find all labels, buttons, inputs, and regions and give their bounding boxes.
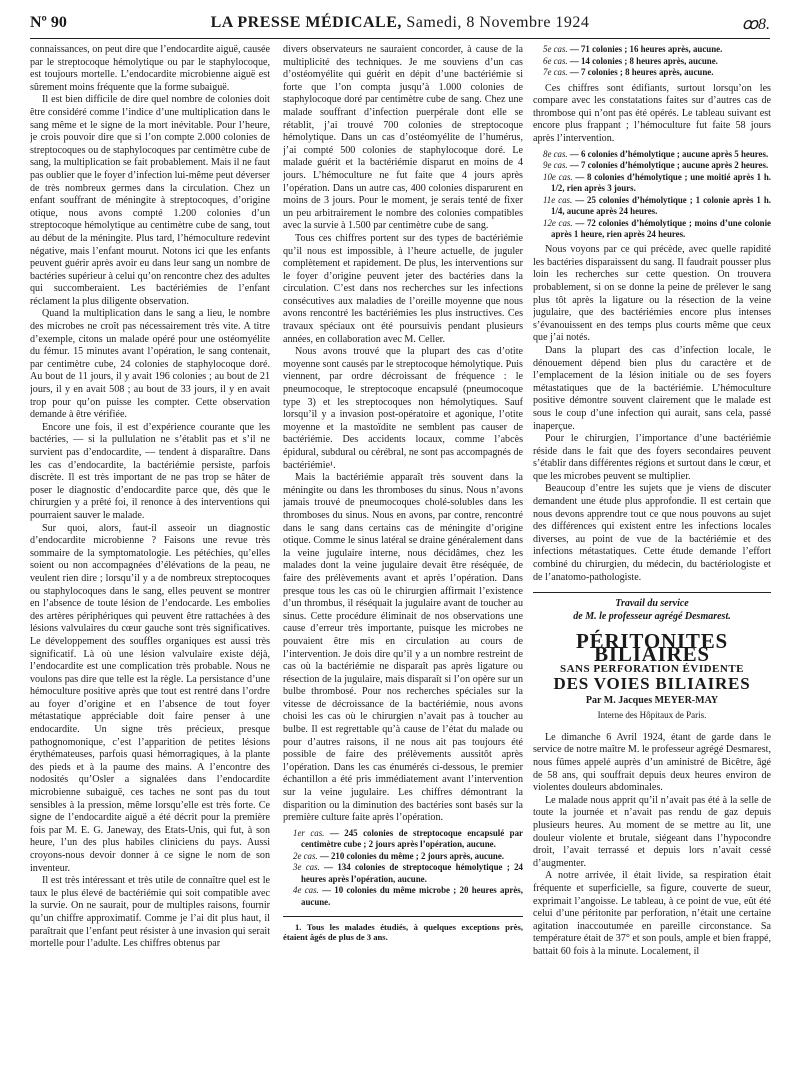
case-text: — 134 colonies de streptocoque hémolytique ; 24 heures après l’opération, aucune. xyxy=(301,862,523,884)
article-author: Par M. Jacques MEYER-MAY xyxy=(585,694,719,706)
case-text: — 6 colonies d’hémolytique ; aucune après 5 heures. xyxy=(567,148,769,159)
case-text: — 8 colonies d’hémolytique ; une moitié après 1 h. 1/2, rien après 3 jours. xyxy=(551,171,771,194)
case-text: — 7 colonies d’hémolytique ; aucune après 2 heures. xyxy=(567,160,769,171)
case-item xyxy=(543,172,771,194)
case-label: 11e cas. xyxy=(543,194,573,205)
case-list xyxy=(533,149,771,241)
case-text: — 245 colonies de streptocoque encapsulé par centimètre cube ; 2 jours après l’opération, aucune. xyxy=(301,827,523,850)
issue-date: Samedi, 8 Novembre 1924 xyxy=(401,14,590,31)
case-text: — 71 colonies ; 16 heures après, aucune. xyxy=(567,44,723,54)
paragraph: Sur quoi, alors, faut-il asseoir un diagnostic d’endocardite microbienne ? Faisons une revue très sommaire de la symptomatologie. Les pétéchies, qu’elles soient ou non accompagnées d’élévations de la peau, ne veulent rien dire ; lorsqu’il y a de nombreux streptocoques ou staphylocoques dans le sang, elles peuvent se montrer en l’absence de toute lésion de l’endocarde. Les embolies des artères périphériques qui peuvent être rattachées à des lésions valvulaires du cœur gauche sont très significatives. Le développement des souffles organiques est aussi très significatif. Là où une lésion valvulaire existe déjà, l’endocardite est une complication très probable. Nous ne voulons pas dire que telle est la règle. La persistance d’une hémoculture positive après que tout est rentré dans l’ordre au foyer d’origine et en l’absence de tout foyer métastatique appréciable doit faire penser à une endocardite. Un signe très précieux, presque pathognomonique, c’est l’apparition de petites lésions érythémateuses, parfois quasi hémorragiques, à la plante des pieds et à la paume des mains. A l’encontre des nodosités qu’Osler a signalées dans l’endocardite microbienne subaiguë, ces taches ne sont pas du tout sensibles à la pression, même lorsqu’elle est très forte. Ce signe de l’endocardite aiguë a été décrit pour la première fois par M. E. G. Janeway, des Etats-Unis, qui fut, à son heure, l’un des plus habiles cliniciens du pays. Aussi croyons-nous devoir donner à ce signe le nom de son inventeur. xyxy=(30,522,270,874)
paragraph: Il est très intéressant et très utile de connaître quel est le taux le plus élevé de bactériémie qui soit compatible avec la survie. On ne saurait, pour de multiples raisons, fournir qu’un chiffre approximatif. Comme je l’ai dit plus haut, il paraîtrait que l’enfant peut résister à une invasion qui serait mortelle pour l’adulte. Les chiffres obtenus par xyxy=(30,875,270,950)
paragraph: Le dimanche 6 Avril 1924, étant de garde dans le service de notre maître M. le professeur agrégé Desmarest, nous fûmes appelé auprès d’un aministré de Bicêtre, âgé de 58 ans, qui souffrait depuis deux heures environ de violentes douleurs abdominales. xyxy=(533,731,771,794)
case-label: 12e cas. xyxy=(543,217,573,228)
case-item xyxy=(293,862,523,884)
article-subtitle: SANS PERFORATION ÉVIDENTE xyxy=(559,663,745,676)
case-item xyxy=(293,885,523,907)
case-text: — 210 colonies du même ; 2 jours après, aucune. xyxy=(317,850,505,861)
footnote: 1. Tous les malades étudiés, à quelques exceptions près, étaient âgés de plus de 3 ans. xyxy=(283,921,523,943)
case-item xyxy=(543,149,771,160)
paragraph: Le malade nous apprit qu’il n’avait pas été à la selle de toute la journée et n’avait pas rendu de gaz depuis plusieurs heures. Au moment de se mettre au lit, une douleur violente et brutale, siégeant dans l’hypocondre droit, l’avait terrassé et depuis lors n’avait cessé d’augmenter. xyxy=(533,794,771,869)
column-1 xyxy=(30,44,270,1074)
column-3 xyxy=(533,44,771,1074)
case-item xyxy=(293,828,523,850)
case-label: 7e cas. xyxy=(543,67,568,78)
case-text: — 7 colonies ; 8 heures après, aucune. xyxy=(567,67,714,78)
case-label: 3e cas. xyxy=(293,862,320,873)
case-list xyxy=(533,44,771,79)
header-rule xyxy=(30,38,770,39)
service-line: de M. le professeur agrégé Desmarest. xyxy=(573,610,731,622)
case-label: 1er cas. xyxy=(293,827,325,838)
case-text: — 10 colonies du même microbe ; 20 heures après, aucune. xyxy=(301,885,523,907)
paragraph: Pour le chirurgien, l’importance d’une bactériémie réside dans le fait que des foyers secondaires peuvent s’établir dans différentes régions et surtout dans le cœur, et que les microbes peuvent se multiplier. xyxy=(533,433,771,482)
paragraph: Mais la bactériémie apparaît très souvent dans la méningite ou dans les thromboses du sinus. Nous n’avons jamais trouvé de pneumocoques cholé-solubles dans les thromboses du sinus. Nous en avons, par contre, rencontré dans le sang dans certains cas de méningite d’origine otique. Comme le sinus latéral se draine généralement dans la veine jugulaire interne, nous décidâmes, chez les malades dont la veine jugulaire devait être réséquée, de faire des prélèvements avant et après l’opération. Dans presque tous les cas où le chirurgien affirmait l’existence d’un thrombus, il réséquait la jugulaire avant de toucher au sinus. Cette procédure éliminait de nos observations une cause d’erreur très importante, puisque les microbes ne pouvaient être mis en circulation au cours de l’intervention. Je dois dire qu’il y a un nombre restreint de cas où la bactériémie ne disparaît pas après ligature ou résection de la jugulaire, mais disparaît si l’on opère sur un bulbe thrombosé. Pour nos recherches spéciales sur la vitesse de décroissance de la bactériémie, nous avons choisi les cas où le chirurgien n’avait pas à toucher au bulbe. Il est regrettable qu’à cause de l’état du malade ou pour d’autres raisons, il ne nous ait pas toujours été possible de faire des prélèvements aussitôt après l’opération. Dans les cas énumérés ci-dessous, le premier échantillon a été pris immédiatement avant l’intervention sur la veine jugulaire. Les chiffres démontrant la disparition ou la diminution des bactéries sont basés sur la première culture faite après l’opération. xyxy=(283,472,523,824)
article-subtitle: DES VOIES BILIAIRES xyxy=(553,674,751,694)
paragraph: divers observateurs ne sauraient concorder, à cause de la multiplicité des techniques. Je me souviens d’un cas d’ostéomyélite qui guérit en dépit d’une bactériémie si forte que l’on compta jusqu’à 1.000 colonies de staphylocoque doré par centimètre cube de sang. Chez une malade souffrant d’infection puerpérale dont elle se rétablit, j’ai trouvé 700 colonies de streptocoque hémolytique. Dans un cas d’ostéomyélite de l’humérus, j’ai compté 500 colonies de staphylocoque doré. Le malade guérit et la bactériémie disparut en moins de 4 jours. L’hémoculture ne fut faite que 4 jours après l’opération. Dans un autre cas, 400 colonies disparurent en moins de 3 jours. Pour le moment, je serais tenté de fixer un peu arbitrairement le nombre des colonies compatibles avec la survie à 1.500 par centimètre cube de sang. xyxy=(283,44,523,232)
author-affiliation: Interne des Hôpitaux de Paris. xyxy=(597,710,707,721)
case-item xyxy=(543,218,771,240)
paragraph: connaissances, on peut dire que l’endocardite aiguë, causée par le streptocoque hémolytique ou par le staphylocoque, est toujours mortelle. L’endocardite microbienne aiguë est sûrement moins fréquente que la forme subaiguë. xyxy=(30,44,270,93)
case-item xyxy=(543,67,771,78)
page-header xyxy=(30,14,770,36)
case-list xyxy=(283,828,523,908)
page-mark: ꝏ8. xyxy=(741,16,770,33)
service-credit xyxy=(533,598,771,623)
case-item xyxy=(543,160,771,171)
paragraph: Ces chiffres sont édifiants, surtout lorsqu’on les compare avec les constatations faites sur d’autres cas de thrombose qui n’ont pas été opérés. Le tableau suivant est encore plus frappant ; l’hémoculture fut faite 58 jours après l’intervention. xyxy=(533,82,771,144)
case-item xyxy=(293,851,523,862)
case-label: 10e cas. xyxy=(543,171,573,182)
section-rule xyxy=(533,592,771,593)
case-label: 2e cas. xyxy=(293,850,318,861)
article-title: PÉRITONITES BILIAIRES xyxy=(576,629,728,666)
case-text: — 14 colonies ; 8 heures après, aucune. xyxy=(567,55,718,66)
case-item xyxy=(543,56,771,67)
paragraph: Quand la multiplication dans le sang a lieu, le nombre des microbes ne croît pas nécessairement très vite. A titre d’exemple, citons un malade opéré pour une ostéomyélite du fémur. 15 minutes avant l’opération, le sang contenait, par centimètre cube, 24 colonies de staphylocoque doré. Au bout de 11 jours, il y avait 196 colonies ; au bout de 21 jours, il y en avait 508 ; au bout de 33 jours, il y en avait trop pour qu’on puisse les compter. Cette observation demande à être vérifiée. xyxy=(30,308,270,421)
case-text: — 72 colonies d’hémolytique ; moins d’une colonie après 1 heure, rien après 24 heures. xyxy=(551,217,771,239)
paragraph: Tous ces chiffres portent sur des types de bactériémie qu’il nous est impossible, à l’heure actuelle, de juguler complètement et rapidement. De plus, les interventions sur le foyer d’origine peuvent jeter des bactéries dans la circulation. C’est dans nos recherches sur les infections consécutives aux maladies de l’oreille moyenne que nous avons rencontré les bactériémies les plus instructives. Ces travaux spéciaux ont été poursuivis pendant plusieurs années, en collaboration avec M. Celler. xyxy=(283,232,523,345)
journal-title xyxy=(30,14,770,32)
footnote-rule xyxy=(283,916,523,917)
page-number: Nº 90 xyxy=(30,14,67,31)
paragraph: A notre arrivée, il était livide, sa respiration était fréquente et superficielle, sa figure, couverte de sueur, exprimait l’angoisse. Le tableau, à ce point de vue, eût été celui d’une péritonite par perforation, n’était une certaine agitation inaccoutumée en pareille circonstance. Sa température était de 37° et son pouls, ample et bien frappé, battait 60 fois à la minute. Localement, il xyxy=(533,870,771,957)
service-line: Travail du service xyxy=(615,598,689,610)
journal-name: LA PRESSE MÉDICALE, xyxy=(210,14,402,31)
paragraph: Nous voyons par ce qui précède, avec quelle rapidité les bactéries disparaissent du sang. Il faudrait pousser plus loin les recherches sur cette question. On trouvera probablement, si on se donne la peine de prélever le sang plus tôt après la ligature ou la résection de la veine jugulaire, que des bactériémies encore plus intenses s’évanouissent en des temps plus courts même que ceux que j’ai notés. xyxy=(533,244,771,344)
case-label: 9e cas. xyxy=(543,160,568,171)
column-2 xyxy=(283,44,523,1074)
case-label: 8e cas. xyxy=(543,148,568,159)
paragraph: Il est bien difficile de dire quel nombre de colonies doit être considéré comme l’indice d’une multiplication dans le sang même et le signe de la mort inévitable. Pour l’heure, je crois pouvoir dire que si l’on compte 2.000 colonies de streptocoques ou de staphylocoques par centimètre cube de sang, la multiplication se fait probablement. Mais il ne faut pas oublier que le foyer d’infection lui-même peut déverser de très nombreux germes dans la circulation. Chez un enfant souffrant de méningite à streptocoques, d’origine otique, nous avons compté 1.200 colonies d’un streptocoque hémolytique au centimètre cube de sang, tout au début de la méningite. Plus tard, l’hémoculture redevint négative, mais l’enfant mourut. Notons ici que les enfants peuvent guérir après avoir eu dans leur sang un nombre de bactéries supérieur à celui qu’on rencontre chez des adultes qui succomberaient. Les bactériémies de l’enfant réclament la plus diligente observation. xyxy=(30,94,270,307)
case-text: — 25 colonies d’hémolytique ; 1 colonie après 1 h. 1/4, aucune après 24 heures. xyxy=(551,194,771,217)
case-item xyxy=(543,44,771,55)
paragraph: Nous avons trouvé que la plupart des cas d’otite moyenne sont causés par le streptocoque hémolytique. Puis viennent, par ordre décroissant de fréquence : le pneumocoque, le streptocoque encapsulé (pneumocoque type 3) et les streptocoques non hémolytiques. Sauf lorsqu’il y a invasion post-opératoire et agonique, l’otite moyenne et la mastoïdite ne semblent pas causer de bactériémie. Des accidents locaux, comme l’abcès épidural, subdural ou cérébral, ne sont pas accompagnés de bactériémie¹. xyxy=(283,346,523,471)
case-item xyxy=(543,195,771,217)
paragraph: Encore une fois, il est d’expérience courante que les bactéries, — si la pullulation ne s’établit pas et s’il ne survient pas d’endocardite, — tendent à disparaître. Dans les cas d’endocardite, la bactériémie persiste, parfois discrète. Il est très important de ne pas trop se hâter de poser le diagnostic d’endocardite parce que, dès que le chirurgien y a prêté foi, il renonce à des interventions qui pourraient sauver le malade. xyxy=(30,421,270,521)
case-label: 5e cas. xyxy=(543,44,568,54)
case-label: 4e cas. xyxy=(293,885,319,896)
paragraph: Beaucoup d’entre les sujets que je viens de discuter demandent une étude plus approfondie. Il est certain que nous devons apprendre tout ce que nous pouvons au sujet des différences qui existent entre les infections locales diverses, au point de vue de la bactériémie et des infections métastatiques. Cette étude demande l’effort combiné du chirurgien, du médecin, du bactériologiste et de l’anatomo-pathologiste. xyxy=(533,483,771,583)
paragraph: Dans la plupart des cas d’infection locale, le dénouement dépend bien plus du caractère et de l’emplacement de la lésion initiale ou de ses foyers métastatiques que de la bactériémie. L’hémoculture positive démontre souvent clairement que le malade est sous le coup d’une infection qui aurait, sans cela, passé inaperçue. xyxy=(533,344,771,432)
case-label: 6e cas. xyxy=(543,55,568,66)
